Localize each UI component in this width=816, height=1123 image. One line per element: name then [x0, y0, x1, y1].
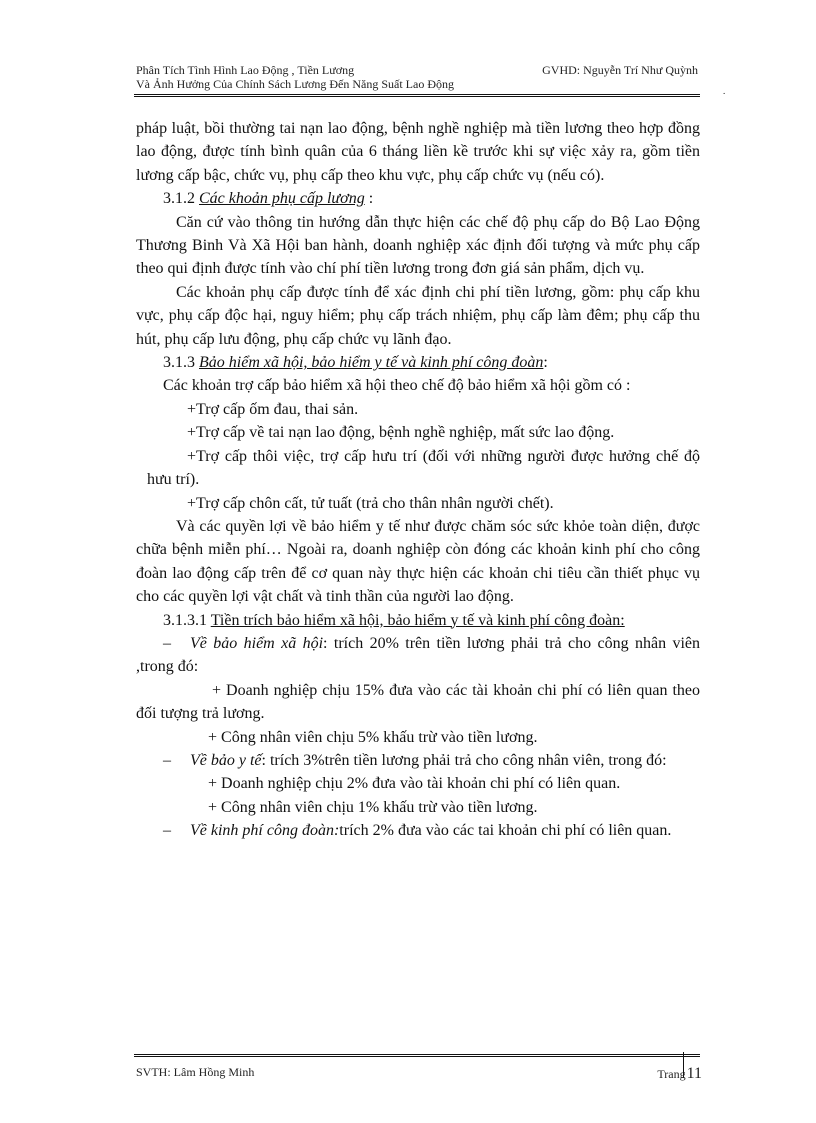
list-item: +Trợ cấp về tai nạn lao động, bệnh nghề nghiệp, mất sức lao động. [187, 424, 615, 442]
header-title-line2: Và Ảnh Hưởng Của Chính Sách Lương Đến Năng Suất Lao Động [136, 77, 454, 91]
section-title: Tiền trích bảo hiểm xã hội, bảo hiểm y tế và kinh phí công đoàn: [210, 611, 625, 629]
footer-student: SVTH: Lâm Hồng Minh [136, 1065, 255, 1079]
header-mark: . [723, 86, 726, 96]
list-item: +Trợ cấp ốm đau, thai sản. [187, 400, 359, 418]
page-header [136, 63, 698, 91]
paragraph-2: Căn cứ vào thông tin hướng dẫn thực hiện các chế độ phụ cấp do Bộ Lao Động Thương Binh Và Xã Hội ban hành, doanh nghiệp xác định đối tượng và mức phụ cấp theo qui định được tính vào chí phí tiền lương trong đơn giá sản phẩm, dịch vụ. [136, 213, 700, 278]
section-3-1-3-heading: 3.1.3 Bảo hiểm xã hội, bảo hiểm y tế và kinh phí công đoàn: [163, 354, 548, 372]
section-number: 3.1.3 [163, 354, 199, 372]
section-number: 3.1.3.1 [163, 611, 211, 629]
section-title: Bảo hiểm xã hội, bảo hiểm y tế và kinh phí công đoàn [199, 354, 544, 372]
sub-item: + Công nhân viên chịu 5% khấu trừ vào tiền lương. [208, 728, 538, 746]
paragraph-5: Và các quyền lợi về bảo hiểm y tế như được chăm sóc sức khỏe toàn diện, được chữa bệnh miễn phí… Ngoài ra, doanh nghiệp còn đóng các khoản kinh phí cho công đoàn lao động cấp trên để cơ quan này thực hiện các khoản chi tiêu cần thiết phục vụ cho các quyền lợi vật chất và tinh thần của người lao động. [136, 517, 700, 606]
dash-bullet: – [163, 634, 171, 652]
dash-item-union-fee: – Về kinh phí công đoàn:trích 2% đưa vào các tai khoản chi phí có liên quan. [136, 819, 700, 842]
sub-item: + Công nhân viên chịu 1% khấu trừ vào tiền lương. [208, 798, 538, 816]
dash-label: Về bảo hiểm xã hội [190, 634, 324, 652]
section-3-1-3-1-heading [136, 609, 700, 632]
dash-item-health-insurance: – Về bảo y tế: trích 3%trên tiền lương phải trả cho công nhân viên, trong đó: [136, 749, 700, 772]
sub-item: + Doanh nghiệp chịu 2% đưa vào tài khoản chi phí có liên quan. [208, 775, 621, 793]
paragraph-4: Các khoản trợ cấp bảo hiểm xã hội theo chế độ bảo hiểm xã hội gồm có : [163, 377, 631, 395]
document-body [136, 117, 700, 843]
header-title-line1: Phân Tích Tình Hình Lao Động , Tiền Lương [136, 63, 355, 77]
dash-item-social-insurance: – Về bảo hiểm xã hội: trích 20% trên tiền lương phải trả cho công nhân viên ,trong đó: [136, 632, 700, 679]
dash-label: Về kinh phí công đoàn: [190, 822, 340, 840]
page-number: 11 [686, 1065, 702, 1082]
header-advisor: GVHD: Nguyễn Trí Như Quỳnh [542, 63, 698, 77]
sub-item: + Doanh nghiệp chịu 15% đưa vào các tài khoản chi phí có liên quan theo đối tượng trả lương. [136, 681, 700, 723]
section-title: Các khoản phụ cấp lương [199, 190, 365, 208]
dash-bullet: – [163, 822, 171, 840]
section-number: 3.1.2 [163, 190, 199, 208]
footer-page [657, 1065, 702, 1083]
footer-rule [134, 1054, 700, 1057]
list-item: +Trợ cấp thôi việc, trợ cấp hưu trí (đối với những người được hưởng chế độ hưu trí). [147, 447, 700, 489]
page-label: Trang [657, 1067, 686, 1081]
paragraph-1: pháp luật, bồi thường tai nạn lao động, bệnh nghề nghiệp mà tiền lương theo hợp đồng lao động, được tính bình quân của 6 tháng liền kề trước khi sự việc xảy ra, gồm tiền lương cấp bậc, chức vụ, phụ cấp theo khu vực, phụ cấp chức vụ (nếu có). [136, 120, 700, 184]
section-3-1-2-heading: 3.1.2 Các khoản phụ cấp lương : [163, 190, 374, 208]
page-footer [136, 1065, 702, 1083]
dash-label: Về bảo y tế [190, 751, 262, 769]
dash-bullet: – [163, 751, 171, 769]
paragraph-3: Các khoản phụ cấp được tính để xác định chi phí tiền lương, gồm: phụ cấp khu vực, phụ cấp độc hại, nguy hiểm; phụ cấp trách nhiệm, phụ cấp làm đêm; phụ cấp thu hút, phụ cấp lưu động, phụ cấp chức vụ lãnh đạo. [136, 283, 700, 348]
list-item: +Trợ cấp chôn cất, tử tuất (trả cho thân nhân người chết). [187, 494, 554, 512]
header-rule [134, 94, 700, 97]
